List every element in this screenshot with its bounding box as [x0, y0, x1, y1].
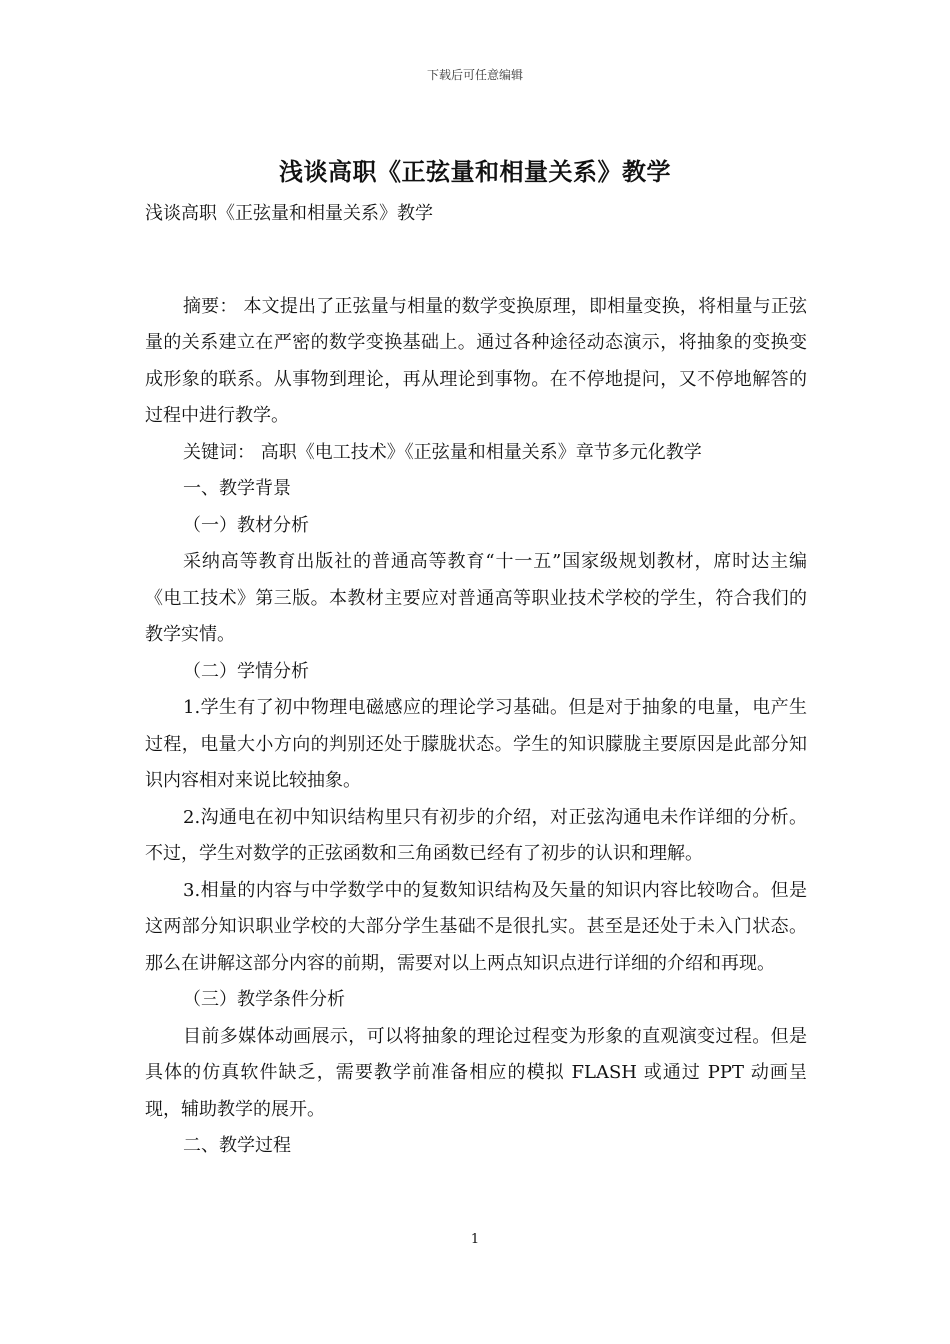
page-number: 1: [470, 1232, 480, 1247]
header-note: 下载后可任意编辑: [426, 68, 523, 82]
document-title: 浅谈高职《正弦量和相量关系》教学: [279, 157, 671, 186]
paragraph-students-2: 2.沟通电在初中知识结构里只有初步的介绍，对正弦沟通电未作详细的分析。不过，学生对数学的正弦函数和三角函数已经有了初步的认识和理解。: [145, 806, 807, 864]
section-heading-background: 一、教学背景: [183, 478, 291, 499]
subsection-heading-conditions: （三）教学条件分析: [183, 989, 345, 1010]
abstract-paragraph: 摘要： 本文提出了正弦量与相量的数学变换原理，即相量变换，将相量与正弦量的关系建立在严密的数学变换基础上。通过各种途径动态演示，将抽象的变换变成形象的联系。从事物到理论，再从理论到事物。在不停地提问，又不停地解答的过程中进行教学。: [145, 295, 807, 426]
subsection-heading-textbook: （一）教材分析: [183, 514, 309, 536]
paragraph-textbook-analysis: 采纳高等教育出版社的普通高等教育“十一五”国家级规划教材，席时达主编《电工技术》第三版。本教材主要应对普通高等职业技术学校的学生，符合我们的教学实情。: [145, 551, 807, 645]
paragraph-students-1: 1.学生有了初中物理电磁感应的理论学习基础。但是对于抽象的电量，电产生过程，电量大小方向的判别还处于朦胧状态。学生的知识朦胧主要原因是此部分知识内容相对来说比较抽象。: [145, 697, 807, 791]
subtitle-line: 浅谈高职《正弦量和相量关系》教学: [145, 203, 433, 224]
keywords-paragraph: 关键词： 高职《电工技术》《正弦量和相量关系》章节多元化教学: [183, 441, 702, 463]
section-heading-process: 二、教学过程: [183, 1135, 291, 1156]
paragraph-conditions: 目前多媒体动画展示，可以将抽象的理论过程变为形象的直观演变过程。但是具体的仿真软件缺乏，需要教学前准备相应的模拟 FLASH 或通过 PPT 动画呈现，辅助教学的展开。: [145, 1025, 807, 1120]
subsection-heading-students: （二）学情分析: [183, 660, 309, 682]
paragraph-students-3: 3.相量的内容与中学数学中的复数知识结构及矢量的知识内容比较吻合。但是这两部分知识职业学校的大部分学生基础不是很扎实。甚至是还处于未入门状态。那么在讲解这部分内容的前期，需要对以上两点知识点进行详细的介绍和再现。: [145, 879, 807, 974]
document-body: [145, 196, 807, 1165]
